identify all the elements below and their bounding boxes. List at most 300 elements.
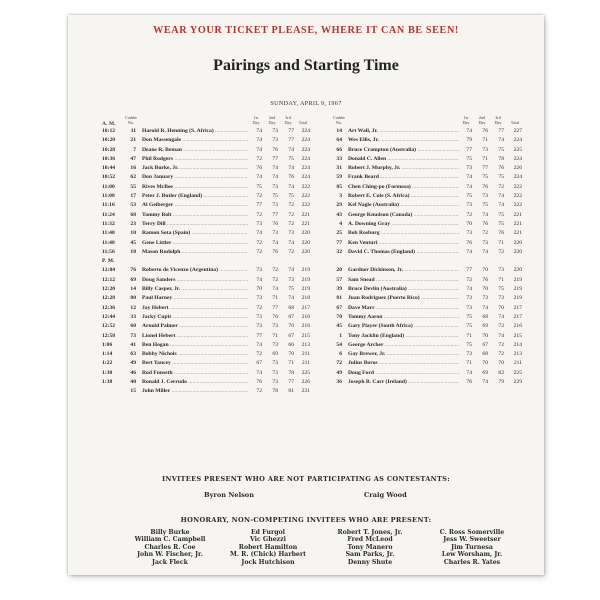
round3-score: 72 [498, 341, 504, 348]
round1-score: 73 [466, 304, 472, 311]
pairing-row [102, 294, 310, 303]
player-name: Tommy Aaron ..... [348, 313, 459, 322]
round1-score: 72 [466, 211, 472, 218]
pairing-row [102, 304, 310, 313]
round3-score: 74 [498, 193, 504, 200]
total-score: 220 [301, 230, 310, 237]
round2-score: 69 [272, 351, 278, 358]
tee-time: 11:32 [102, 220, 115, 227]
caddie-number: 14 [336, 128, 342, 134]
caddie-number: 68 [130, 211, 136, 218]
player-name: Bobby Nichols ..... [142, 350, 248, 359]
player-name: Peter J. Butler (England) ..... [142, 192, 248, 201]
round2-score: 72 [272, 276, 278, 283]
round1-score: 74 [256, 341, 262, 348]
pairing-row [332, 127, 522, 136]
right-pairings-column [332, 107, 522, 387]
round1-score: 72 [256, 211, 262, 218]
round2-score: 68 [482, 351, 488, 358]
total-score: 216 [513, 323, 522, 330]
honorary-invitee-name: Lew Worsham, Jr. [441, 551, 503, 559]
pairing-row [102, 369, 310, 378]
player-name: Juan Rodriguez (Puerto Rico) ..... [348, 294, 459, 303]
pairing-row [332, 266, 522, 275]
round1-score: 72 [256, 239, 262, 246]
round2-score: 73 [272, 128, 278, 134]
player-name: Deane R. Beman ..... [142, 146, 248, 155]
round1-score: 75 [466, 193, 472, 200]
total-score: 231 [301, 388, 310, 395]
round2-score: 70 [482, 332, 488, 339]
honorary-heading: HONORARY, NON-COMPETING INVITEES WHO ARE PRESENT: [180, 516, 432, 524]
round3-score: 77 [288, 379, 294, 386]
total-score: 214 [513, 341, 522, 348]
player-name: Jack Burke, Jr. ..... [142, 164, 248, 173]
player-name: Ronald J. Cerrudo ..... [142, 378, 248, 387]
section-gap [332, 257, 522, 266]
invitee-name: Byron Nelson [204, 491, 254, 499]
round2-header: 2nd Day [268, 115, 276, 125]
round1-score: 73 [466, 351, 472, 358]
round1-score: 73 [256, 267, 262, 274]
tee-time: 12:44 [102, 313, 116, 320]
round2-score: 71 [482, 137, 488, 144]
pairing-row [102, 378, 310, 387]
pm-label: P. M. [102, 258, 115, 265]
caddie-number: 53 [130, 202, 136, 209]
caddie-number: 45 [130, 239, 136, 246]
caddie-number: 15 [130, 388, 136, 395]
caddie-number: 70 [336, 313, 342, 320]
total-score: 224 [301, 128, 310, 134]
round1-score: 75 [466, 323, 472, 330]
total-score: 227 [513, 128, 522, 134]
round3-score: 77 [498, 128, 504, 134]
caddie-number: 21 [130, 137, 136, 144]
round1-header: 1st Day [462, 115, 470, 125]
player-name: Doug Ford ..... [348, 369, 459, 378]
player-name: Gardner Dickinson, Jr. ..... [348, 266, 459, 275]
round1-score: 75 [256, 183, 262, 190]
caddie-number: 31 [336, 165, 342, 172]
round3-score: 74 [498, 137, 504, 144]
event-date: SUNDAY, APRIL 9, 1967 [270, 100, 342, 107]
round3-score: 72 [288, 211, 294, 218]
round2-score: 75 [482, 202, 488, 209]
round2-score: 69 [482, 369, 488, 376]
round1-score: 70 [466, 220, 472, 227]
round3-score: 72 [288, 202, 294, 209]
round2-score: 76 [272, 146, 278, 153]
round1-score: 72 [466, 276, 472, 283]
pairing-row [102, 229, 310, 238]
honorary-invitee-name: M. R. (Chick) Harbert [230, 551, 306, 559]
tee-time: 11:40 [102, 230, 115, 237]
caddie-number: 32 [336, 248, 342, 255]
player-name: Ramon Sota (Spain) ..... [142, 229, 248, 238]
round3-score: 74 [498, 202, 504, 209]
pairing-row [102, 173, 310, 182]
round2-score: 73 [272, 323, 278, 330]
tee-time: 12:12 [102, 276, 116, 283]
tee-time: 1:14 [102, 351, 113, 358]
player-name: Jay Hebert ..... [142, 304, 248, 313]
round2-score: 72 [482, 230, 488, 237]
honorary-invitee-name: Vic Ghezzi [249, 536, 287, 544]
total-score: 220 [513, 248, 522, 255]
caddie-number: 63 [130, 351, 136, 358]
pairing-row [332, 369, 522, 378]
honorary-invitee-name: Denny Shute [347, 558, 393, 566]
caddie-number: 6 [339, 351, 342, 358]
round1-score: 72 [256, 351, 262, 358]
caddie-number: 18 [130, 248, 136, 255]
pairing-row [102, 248, 310, 257]
player-name: Robert E. Cole (S. Africa) ..... [348, 192, 459, 201]
round1-score: 77 [256, 202, 262, 209]
pairing-row [102, 276, 310, 285]
player-name: Sam Snead ..... [348, 276, 459, 285]
round1-score: 77 [466, 146, 472, 153]
round1-score: 75 [466, 155, 472, 162]
caddie-number: 60 [130, 323, 136, 330]
round1-score: 73 [466, 295, 472, 302]
round1-header: 1st Day [252, 115, 260, 125]
total-score: 217 [513, 313, 522, 320]
tee-time: 11:00 [102, 183, 115, 190]
round3-score: 66 [288, 341, 294, 348]
player-name: Billy Casper, Jr. ..... [142, 285, 248, 294]
caddie-number: 36 [336, 379, 342, 386]
player-name: Roberto de Vicenzo (Argentina) ..... [142, 266, 248, 275]
round1-score: 71 [466, 332, 472, 339]
round1-score: 76 [256, 165, 262, 172]
caddie-header: Caddie No. [333, 115, 345, 125]
pm-pairings-list [102, 266, 310, 396]
pairing-row [332, 173, 522, 182]
round1-score: 74 [256, 146, 262, 153]
round1-score: 74 [466, 248, 472, 255]
pairing-row [102, 127, 310, 136]
round2-score: 69 [482, 323, 488, 330]
round3-score: 72 [498, 323, 504, 330]
round3-score: 74 [288, 165, 294, 172]
pairing-row [102, 322, 310, 331]
player-name: Ken Venturi ..... [348, 239, 459, 248]
player-name: Terry Dill ..... [142, 220, 248, 229]
player-name: Tony Jacklin (England) ..... [348, 332, 459, 341]
round3-score: 70 [288, 323, 294, 330]
pairing-row [332, 248, 522, 257]
total-score: 219 [513, 286, 522, 293]
tee-time: 11:24 [102, 211, 115, 218]
pairing-row [332, 276, 522, 285]
total-score: 224 [513, 137, 522, 144]
round2-score: 72 [272, 267, 278, 274]
pairing-row [332, 192, 522, 201]
total-score: 221 [301, 211, 310, 218]
round1-score: 74 [466, 174, 472, 181]
tee-time: 11:08 [102, 193, 115, 200]
pairings-sheet [68, 15, 544, 575]
pairing-row [102, 341, 310, 350]
round2-score: 74 [272, 239, 278, 246]
total-score: 219 [513, 295, 522, 302]
round1-score: 74 [466, 369, 472, 376]
round2-score: 75 [482, 174, 488, 181]
round1-score: 72 [256, 155, 262, 162]
player-name: Tommy Bolt ..... [142, 211, 248, 220]
round3-score: 76 [498, 165, 504, 172]
round2-score: 73 [272, 379, 278, 386]
pairing-row [332, 294, 522, 303]
total-score: 225 [301, 369, 310, 376]
round2-score: 76 [272, 220, 278, 227]
round3-score: 76 [498, 230, 504, 237]
round1-score: 72 [256, 388, 262, 395]
round2-score: 70 [482, 267, 488, 274]
pairing-row [102, 359, 310, 368]
round3-score: 73 [288, 276, 294, 283]
pairing-row [332, 220, 522, 229]
round2-score: 73 [482, 146, 488, 153]
total-score: 222 [513, 202, 522, 209]
tee-time: 12:28 [102, 295, 116, 302]
total-score: 213 [301, 341, 310, 348]
total-score: 221 [513, 230, 522, 237]
total-score: 220 [301, 239, 310, 246]
caddie-header: Caddie No. [125, 115, 137, 125]
total-score: 222 [301, 193, 310, 200]
caddie-number: 23 [130, 220, 136, 227]
total-score: 218 [301, 295, 310, 302]
pairing-row [332, 304, 522, 313]
player-name: Doug Sanders ..... [142, 276, 248, 285]
round3-score: 71 [498, 276, 504, 283]
total-score: 225 [513, 146, 522, 153]
round1-score: 72 [256, 304, 262, 311]
round2-score: 74 [272, 165, 278, 172]
player-name: Gay Brewer, Jr. ..... [348, 350, 459, 359]
caddie-number: 54 [336, 341, 342, 348]
player-name: Lionel Hebert ..... [142, 332, 248, 341]
round2-score: 73 [272, 202, 278, 209]
round1-score: 73 [466, 230, 472, 237]
tee-time: 11:16 [102, 202, 115, 209]
round2-score: 73 [272, 137, 278, 144]
tee-time: 12:36 [102, 304, 116, 311]
pairing-row [332, 239, 522, 248]
caddie-number: 3 [339, 193, 342, 200]
round3-score: 72 [288, 248, 294, 255]
total-score: 224 [301, 174, 310, 181]
round2-score: 74 [482, 211, 488, 218]
round2-score: 76 [482, 220, 488, 227]
player-name: Frank Beard ..... [348, 173, 459, 182]
round1-score: 74 [256, 137, 262, 144]
left-column-header [102, 107, 310, 127]
round2-score: 71 [272, 332, 278, 339]
total-score: 222 [513, 193, 522, 200]
caddie-number: 7 [133, 146, 136, 153]
pairing-row [332, 229, 522, 238]
caddie-number: 14 [130, 286, 136, 293]
player-name: Art Wall, Jr. ..... [348, 127, 459, 136]
caddie-number: 43 [336, 211, 342, 218]
round3-score: 75 [498, 286, 504, 293]
round3-score: 71 [498, 239, 504, 246]
round2-score: 77 [482, 165, 488, 172]
player-name: Julius Boros ..... [348, 359, 459, 368]
round1-score: 73 [256, 295, 262, 302]
round3-score: 72 [498, 351, 504, 358]
player-name: Don Massengale ..... [142, 136, 248, 145]
round2-score: 73 [272, 369, 278, 376]
total-score: 225 [513, 369, 522, 376]
round1-score: 76 [466, 239, 472, 246]
total-header: Total [510, 119, 520, 125]
pairing-row [332, 350, 522, 359]
caddie-number: 77 [336, 239, 342, 246]
caddie-number: 47 [130, 155, 136, 162]
honorary-invitee-name: William C. Campbell [134, 536, 206, 544]
round2-score: 71 [272, 295, 278, 302]
caddie-number: 69 [130, 276, 136, 283]
pairing-row [332, 201, 522, 210]
round3-score: 75 [498, 146, 504, 153]
player-name: Rives McBee ..... [142, 183, 248, 192]
round1-score: 77 [466, 267, 472, 274]
caddie-number: 73 [130, 332, 136, 339]
round2-score: 76 [272, 313, 278, 320]
caddie-number: 41 [130, 341, 136, 348]
round2-score: 76 [482, 183, 488, 190]
tee-time: 10:12 [102, 128, 116, 134]
round2-score: 73 [482, 239, 488, 246]
caddie-number: 80 [130, 295, 136, 302]
honorary-column [412, 529, 532, 566]
pairing-row [332, 285, 522, 294]
pairing-row [332, 155, 522, 164]
round1-score: 74 [256, 230, 262, 237]
round2-score: 73 [272, 341, 278, 348]
caddie-number: 45 [336, 323, 342, 330]
round3-score: 82 [498, 369, 504, 376]
am-pairings-list [102, 127, 310, 257]
pairing-row [332, 322, 522, 331]
round1-score: 74 [256, 174, 262, 181]
total-score: 211 [301, 351, 310, 358]
round1-score: 72 [256, 248, 262, 255]
player-name: Joseph B. Carr (Ireland) ..... [348, 378, 459, 387]
honorary-invitee-name: Jess W. Sweetser [443, 536, 501, 544]
round2-score: 74 [272, 174, 278, 181]
total-score: 211 [301, 360, 310, 367]
total-score: 220 [513, 239, 522, 246]
player-name: Al Geiberger ..... [142, 201, 248, 210]
pairing-row [102, 201, 310, 210]
pairing-row [102, 183, 310, 192]
caddie-number: 66 [336, 146, 342, 153]
player-name: Bob Rosburg ..... [348, 229, 459, 238]
player-name: Bruce Devlin (Australia) ..... [348, 285, 459, 294]
round3-score: 81 [288, 388, 294, 395]
player-name: A. Downing Gray ..... [348, 220, 459, 229]
round2-score: 75 [272, 193, 278, 200]
round1-score: 75 [466, 313, 472, 320]
pairing-row [102, 192, 310, 201]
total-score: 216 [301, 323, 310, 330]
round3-score: 68 [288, 304, 294, 311]
round1-score: 73 [466, 202, 472, 209]
round3-score: 75 [288, 155, 294, 162]
honorary-invitee-name: John W. Fischer, Jr. [137, 551, 203, 559]
caddie-number: 17 [130, 193, 136, 200]
round3-score: 73 [498, 295, 504, 302]
round1-score: 67 [256, 360, 262, 367]
caddie-number: 59 [336, 174, 342, 181]
caddie-number: 57 [336, 276, 342, 283]
round3-score: 73 [288, 230, 294, 237]
caddie-number: 25 [336, 230, 342, 237]
player-name: John Miller ..... [142, 387, 248, 396]
honorary-invitee-name: Billy Burke [150, 529, 190, 536]
round2-score: 77 [272, 211, 278, 218]
pairing-row [102, 350, 310, 359]
round3-score: 74 [288, 295, 294, 302]
round2-score: 76 [482, 128, 488, 134]
total-score: 222 [301, 202, 310, 209]
round2-score: 73 [272, 360, 278, 367]
player-name: Don January ..... [142, 173, 248, 182]
pairing-row [102, 146, 310, 155]
round3-score: 72 [288, 220, 294, 227]
player-name: Paul Harney ..... [142, 294, 248, 303]
round3-score: 70 [498, 304, 504, 311]
round3-score: 71 [288, 360, 294, 367]
am-label: A. M. [102, 120, 116, 127]
right-bottom-pairings-list [332, 266, 522, 387]
pairing-row [102, 313, 310, 322]
round1-score: 74 [256, 276, 262, 283]
pairing-row [332, 136, 522, 145]
total-score: 224 [513, 174, 522, 181]
round3-score: 74 [288, 183, 294, 190]
pairing-row [102, 266, 310, 275]
tee-time: 12:20 [102, 286, 116, 293]
player-name: Kel Nagle (Australia) ..... [348, 201, 459, 210]
pairing-row [102, 220, 310, 229]
player-name: Phil Rodgers ..... [142, 155, 248, 164]
pairing-row [102, 239, 310, 248]
tee-time: 1:30 [102, 369, 113, 376]
total-score: 215 [301, 332, 310, 339]
round3-score: 74 [498, 332, 504, 339]
player-name: Donald C. Allen ..... [348, 155, 459, 164]
round1-score: 74 [256, 128, 262, 134]
pairing-row [332, 211, 522, 220]
round2-score: 68 [482, 313, 488, 320]
round2-score: 74 [482, 379, 488, 386]
total-score: 219 [513, 276, 522, 283]
caddie-number: 62 [130, 174, 136, 181]
round3-score: 72 [498, 183, 504, 190]
pairing-row [332, 183, 522, 192]
caddie-number: 46 [130, 369, 136, 376]
left-pairings-column [102, 107, 310, 397]
player-name: Harold R. Henning (S. Africa) ..... [142, 127, 248, 136]
right-column-header [332, 107, 522, 127]
